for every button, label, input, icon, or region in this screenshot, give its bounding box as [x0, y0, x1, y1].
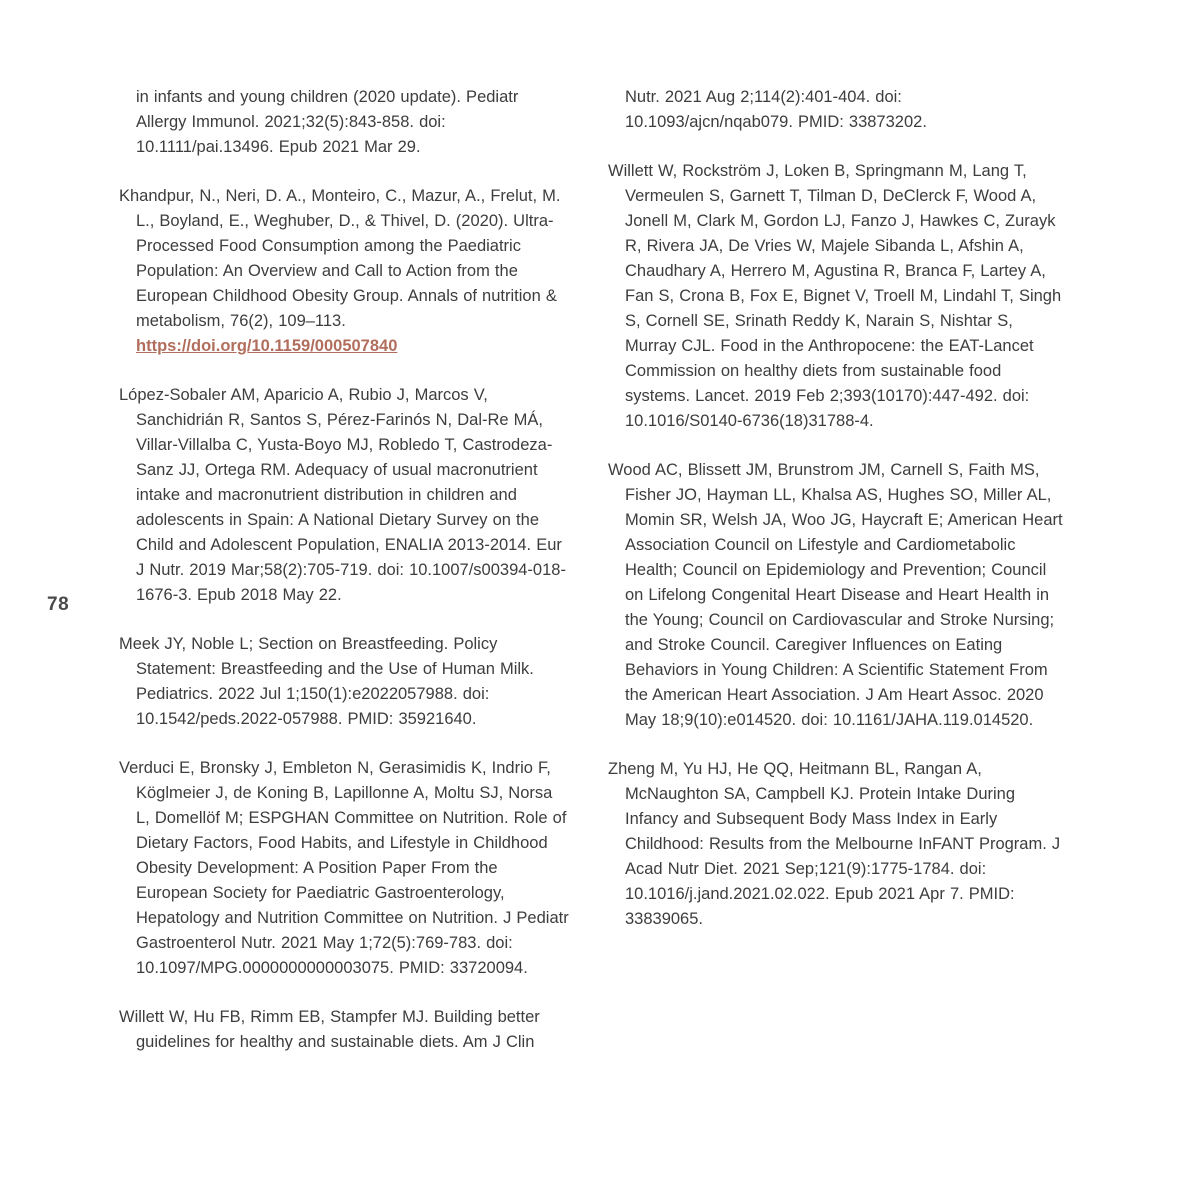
reference-entry: López-Sobaler AM, Aparicio A, Rubio J, Marcos V, Sanchidrián R, Santos S, Pérez-Farinós N, Dal-Re MÁ, Villar-Villalba C, Yusta-Boyo MJ, Robledo T, Castrodeza-Sanz JJ, Ortega RM. Adequacy of usual macronutrient intake and macronutrient distribution in children and adolescents in Spain: A National Dietary Survey on the Child and Adolescent Population, ENALIA 2013-2014. Eur J Nutr. 2019 Mar;58(2):705-719. doi: 10.1007/s00394-018-1676-3. Epub 2018 May 22.	[119, 386, 566, 604]
reference-entry: Willett W, Rockström J, Loken B, Springmann M, Lang T, Vermeulen S, Garnett T, Tilman D, DeClerck F, Wood A, Jonell M, Clark M, Gordon LJ, Fanzo J, Hawkes C, Zurayk R, Rivera JA, De Vries W, Majele Sibanda L, Afshin A, Chaudhary A, Herrero M, Agustina R, Branca F, Lartey A, Fan S, Crona B, Fox E, Bignet V, Troell M, Lindahl T, Singh S, Cornell SE, Srinath Reddy K, Narain S, Nishtar S, Murray CJL. Food in the Anthropocene: the EAT-Lancet Commission on healthy diets from sustainable food systems. Lancet. 2019 Feb 2;393(10170):447-492. doi: 10.1016/S0140-6736(18)31788-4.	[608, 162, 1062, 430]
reference-entry: Wood AC, Blissett JM, Brunstrom JM, Carnell S, Faith MS, Fisher JO, Hayman LL, Khalsa AS, Hughes SO, Miller AL, Momin SR, Welsh JA, Woo JG, Haycraft E; American Heart Association Council on Lifestyle and Cardiometabolic Health; Council on Epidemiology and Prevention; Council on Lifelong Congenital Heart Disease and Heart Health in the Young; Council on Cardiovascular and Stroke Nursing; and Stroke Council. Caregiver Influences on Eating Behaviors in Young Children: A Scientific Statement From the American Heart Association. J Am Heart Assoc. 2020 May 18;9(10):e014520. doi: 10.1161/JAHA.119.014520.	[608, 461, 1063, 729]
doi-link[interactable]: https://doi.org/10.1159/000507840	[136, 337, 398, 355]
reference-text: Khandpur, N., Neri, D. A., Monteiro, C., Mazur, A., Frelut, M. L., Boyland, E., Weghuber, D., & Thivel, D. (2020). Ultra-Processed Food Consumption among the Paediatric Population: An Overview and Call to Action from the European Childhood Obesity Group. Annals of nutrition & metabolism, 76(2), 109–113.	[119, 187, 561, 330]
references-column-left	[119, 85, 571, 1079]
references-columns	[119, 85, 1066, 1079]
reference-entry: Willett W, Hu FB, Rimm EB, Stampfer MJ. Building better guidelines for healthy and sustainable diets. Am J Clin	[119, 1008, 540, 1051]
reference-entry-continuation: in infants and young children (2020 update). Pediatr Allergy Immunol. 2021;32(5):843-858. doi: 10.1111/pai.13496. Epub 2021 Mar 29.	[136, 88, 519, 156]
reference-entry: Meek JY, Noble L; Section on Breastfeeding. Policy Statement: Breastfeeding and the Use of Human Milk. Pediatrics. 2022 Jul 1;150(1):e2022057988. doi: 10.1542/peds.2022-057988. PMID: 35921640.	[119, 635, 534, 728]
reference-entry	[119, 184, 571, 359]
page-number: 78	[47, 594, 70, 615]
references-column-right	[608, 85, 1066, 1079]
reference-entry: Verduci E, Bronsky J, Embleton N, Gerasimidis K, Indrio F, Köglmeier J, de Koning B, Lapillonne A, Moltu SJ, Norsa L, Domellöf M; ESPGHAN Committee on Nutrition. Role of Dietary Factors, Food Habits, and Lifestyle in Childhood Obesity Development: A Position Paper From the European Society for Paediatric Gastroenterology, Hepatology and Nutrition Committee on Nutrition. J Pediatr Gastroenterol Nutr. 2021 May 1;72(5):769-783. doi: 10.1097/MPG.0000000000003075. PMID: 33720094.	[119, 759, 569, 977]
reference-entry-continuation: Nutr. 2021 Aug 2;114(2):401-404. doi: 10.1093/ajcn/nqab079. PMID: 33873202.	[625, 88, 927, 131]
reference-entry: Zheng M, Yu HJ, He QQ, Heitmann BL, Rangan A, McNaughton SA, Campbell KJ. Protein Intake During Infancy and Subsequent Body Mass Index in Early Childhood: Results from the Melbourne InFANT Program. J Acad Nutr Diet. 2021 Sep;121(9):1775-1784. doi: 10.1016/j.jand.2021.02.022. Epub 2021 Apr 7. PMID: 33839065.	[608, 760, 1061, 928]
